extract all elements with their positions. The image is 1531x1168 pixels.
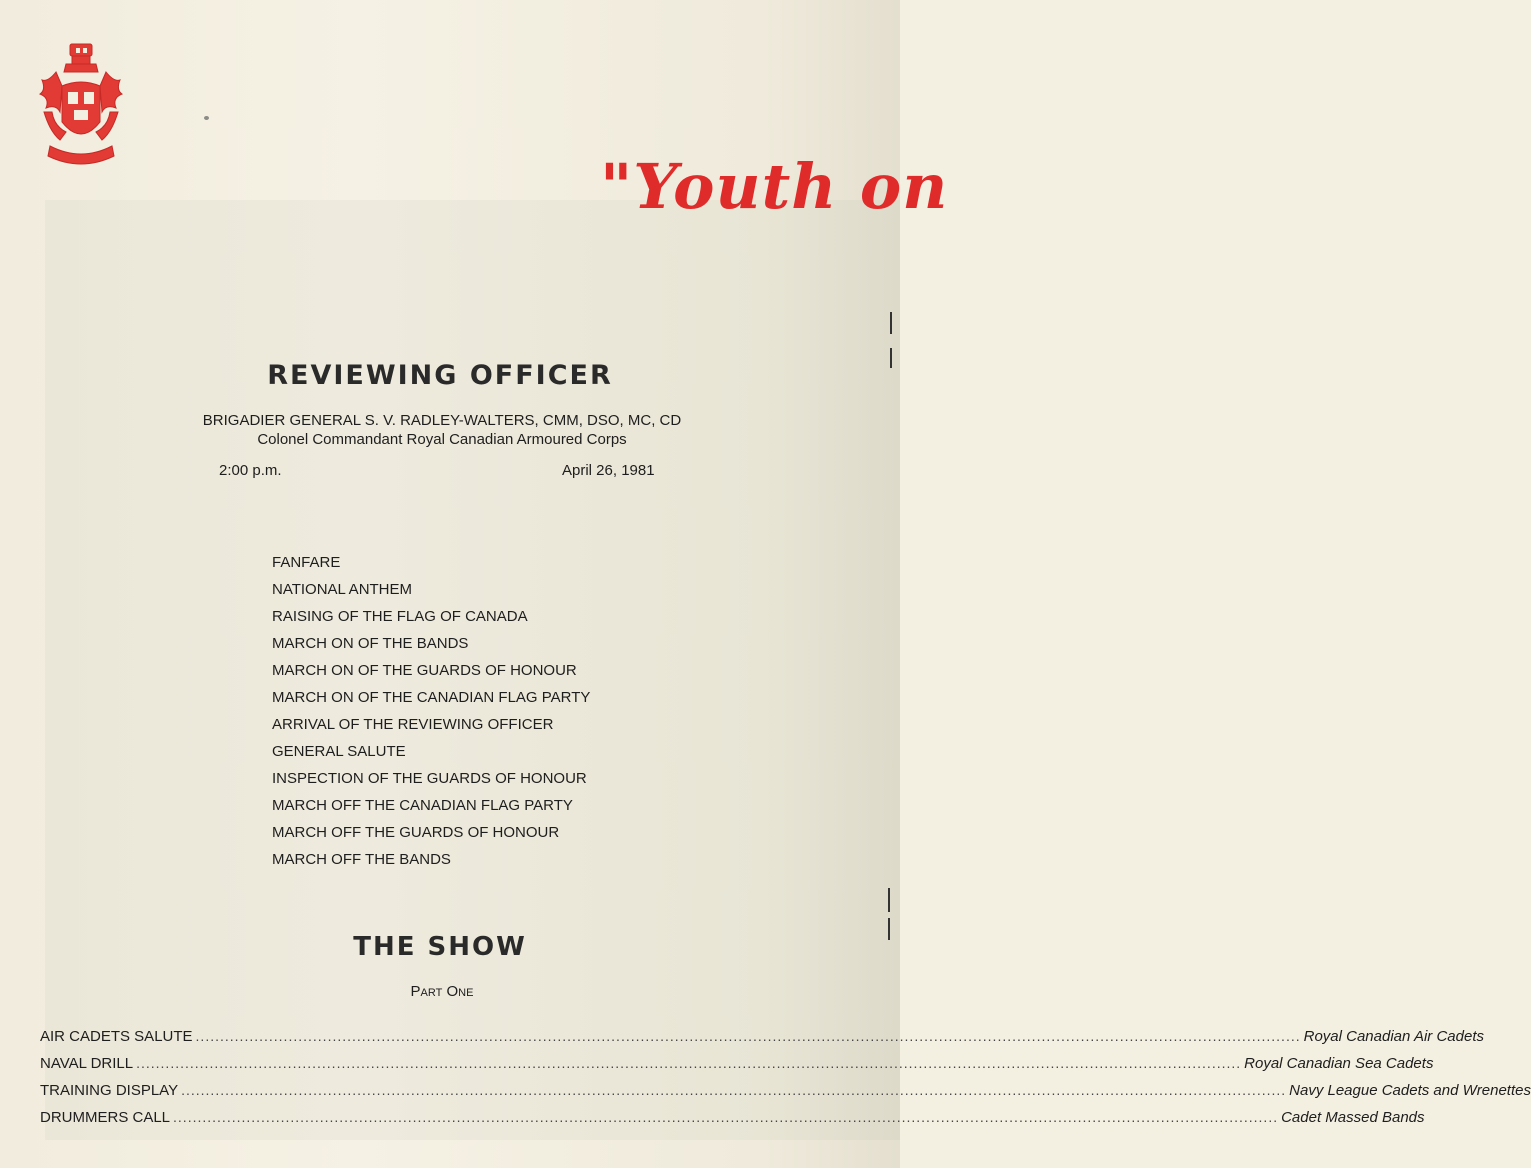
part-one-subheading: Part One xyxy=(410,983,474,1000)
dot-leader xyxy=(136,1055,1241,1071)
paper-speck xyxy=(204,116,209,120)
reviewing-officer-heading: REVIEWING OFFICER xyxy=(267,360,613,391)
ceremony-list xyxy=(272,553,590,877)
dot-leader xyxy=(173,1109,1278,1125)
program-performer: Navy League Cadets and Wrenettes xyxy=(1289,1082,1531,1099)
dot-leader xyxy=(181,1082,1286,1098)
ceremony-item: MARCH ON OF THE GUARDS OF HONOUR xyxy=(272,662,577,679)
tagline-title: "Youth on xyxy=(600,150,949,223)
program-row xyxy=(40,1055,1434,1082)
ceremony-item: INSPECTION OF THE GUARDS OF HONOUR xyxy=(272,770,587,787)
ceremony-item: MARCH OFF THE BANDS xyxy=(272,851,451,868)
ceremony-item: MARCH ON OF THE BANDS xyxy=(272,635,469,652)
binding-mark xyxy=(890,312,892,334)
show-program xyxy=(40,1028,1531,1136)
ceremony-item: RAISING OF THE FLAG OF CANADA xyxy=(272,608,528,625)
program-performer: Royal Canadian Sea Cadets xyxy=(1244,1055,1434,1072)
coat-of-arms-icon xyxy=(36,42,126,172)
binding-mark xyxy=(888,888,890,912)
ceremony-item: MARCH OFF THE GUARDS OF HONOUR xyxy=(272,824,560,841)
program-row xyxy=(40,1028,1484,1055)
binding-mark xyxy=(890,348,892,368)
event-date: April 26, 1981 xyxy=(562,462,655,479)
event-time: 2:00 p.m. xyxy=(219,462,282,479)
program-performer: Royal Canadian Air Cadets xyxy=(1303,1028,1484,1045)
program-item: NAVAL DRILL xyxy=(40,1055,134,1072)
program-item: DRUMMERS CALL xyxy=(40,1109,171,1126)
officer-name: BRIGADIER GENERAL S. V. RADLEY-WALTERS, CMM, DSO, MC, CD xyxy=(202,412,682,429)
dot-leader xyxy=(196,1028,1301,1044)
ceremony-item: ARRIVAL OF THE REVIEWING OFFICER xyxy=(272,716,554,733)
program-row xyxy=(40,1109,1425,1136)
binding-mark xyxy=(888,918,890,940)
ceremony-item: NATIONAL ANTHEM xyxy=(272,581,413,598)
ceremony-item: GENERAL SALUTE xyxy=(272,743,406,760)
program-item: TRAINING DISPLAY xyxy=(40,1082,179,1099)
ceremony-item: MARCH ON OF THE CANADIAN FLAG PARTY xyxy=(272,689,591,706)
ceremony-item: MARCH OFF THE CANADIAN FLAG PARTY xyxy=(272,797,573,814)
officer-title: Colonel Commandant Royal Canadian Armoured Corps xyxy=(257,431,627,448)
show-heading: THE SHOW xyxy=(353,932,527,962)
program-item: AIR CADETS SALUTE xyxy=(40,1028,193,1045)
program-row xyxy=(40,1082,1531,1109)
program-performer: Cadet Massed Bands xyxy=(1281,1109,1425,1126)
ceremony-item: FANFARE xyxy=(272,554,341,571)
